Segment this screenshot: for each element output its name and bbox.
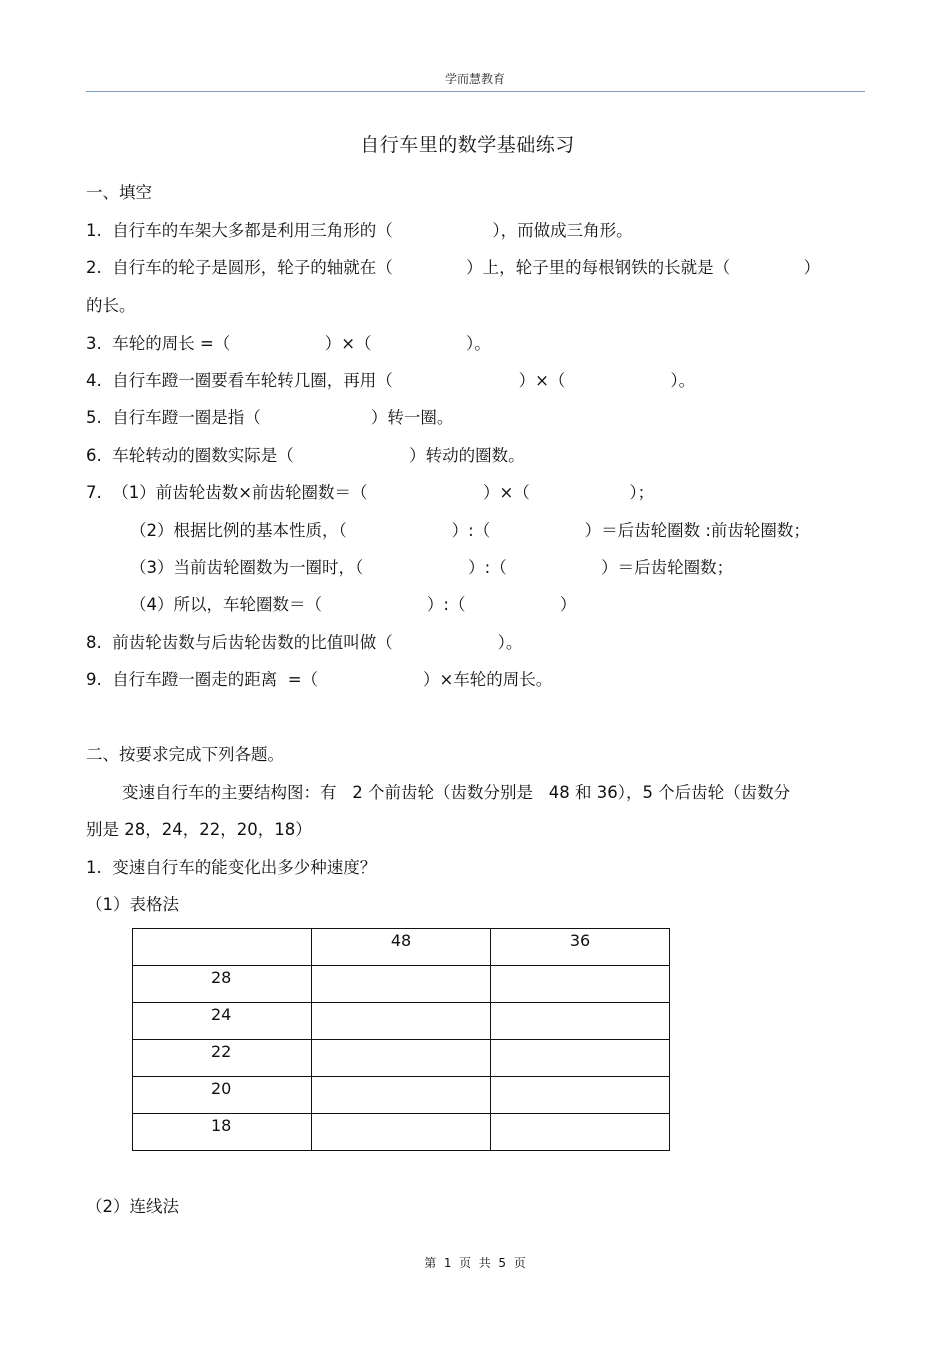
table-row-head: 18 [133,1114,312,1151]
question-line: （3）当前齿轮圈数为一圈时，（ ）:（ ）＝后齿轮圈数； [130,558,734,577]
table-row-head: 22 [133,1040,312,1077]
question-line: 7. （1）前齿轮齿数×前齿轮圈数＝（ ）×（ ）； [86,483,655,502]
table-row-head: 24 [133,1003,312,1040]
question-line: 4. 自行车蹬一圈要看车轮转几圈，再用（ ）×（ ）。 [86,371,696,390]
table-row [133,1040,670,1077]
question-line: 3. 车轮的周长 =（ ）×（ ）。 [86,334,491,353]
question-line: 9. 自行车蹬一圈走的距离 =（ ）×车轮的周长。 [86,670,553,689]
section2-heading: 二、按要求完成下列各题。 [86,745,284,764]
table-cell [312,966,491,1003]
page-title: 自行车里的数学基础练习 [360,134,575,156]
table-cell [312,1040,491,1077]
header-divider [86,91,865,92]
table-cell [312,1077,491,1114]
table-row-head: 20 [133,1077,312,1114]
table-cell [491,1114,670,1151]
table-row [133,1114,670,1151]
header-org: 学而慧教育 [444,72,505,86]
table-row-head: 28 [133,966,312,1003]
question-line: （2）根据比例的基本性质，（ ）:（ ）＝后齿轮圈数 :前齿轮圈数； [130,521,810,540]
question-line: 5. 自行车蹬一圈是指（ ）转一圈。 [86,408,454,427]
intro-line: 别是 28，24，22，20，18） [86,820,312,839]
table-cell [491,966,670,1003]
table-cell [312,1003,491,1040]
question-line: 8. 前齿轮齿数与后齿轮齿数的比值叫做（ ）。 [86,633,523,652]
table-cell [491,1003,670,1040]
method-label: （2）连线法 [86,1197,179,1216]
question-line: 2. 自行车的轮子是圆形，轮子的轴就在（ ）上，轮子里的每根钢铁的长就是（ ） [86,258,821,277]
gear-table [132,928,670,1151]
question-line: 6. 车轮转动的圈数实际是（ ）转动的圈数。 [86,446,525,465]
table-cell [491,1040,670,1077]
table-header-cell [133,929,312,966]
page-footer: 第 1 页 共 5 页 [424,1256,526,1270]
table-header-cell: 48 [312,929,491,966]
method-label: （1）表格法 [86,895,179,914]
question-line: 1. 自行车的车架大多都是利用三角形的（ ），而做成三角形。 [86,221,633,240]
question-line: 1. 变速自行车的能变化出多少种速度？ [86,858,377,877]
section1-heading: 一、填空 [86,183,152,202]
intro-line: 变速自行车的主要结构图：有 2 个前齿轮（齿数分别是 48 和 36），5 个后齿轮（齿数分 [122,783,791,802]
question-line: 的长。 [86,296,136,315]
table-cell [491,1077,670,1114]
table-header-row [133,929,670,966]
table-row [133,1077,670,1114]
table-cell [312,1114,491,1151]
question-line: （4）所以，车轮圈数＝（ ）:（ ） [130,595,577,614]
table-row [133,966,670,1003]
table-row [133,1003,670,1040]
table-header-cell: 36 [491,929,670,966]
